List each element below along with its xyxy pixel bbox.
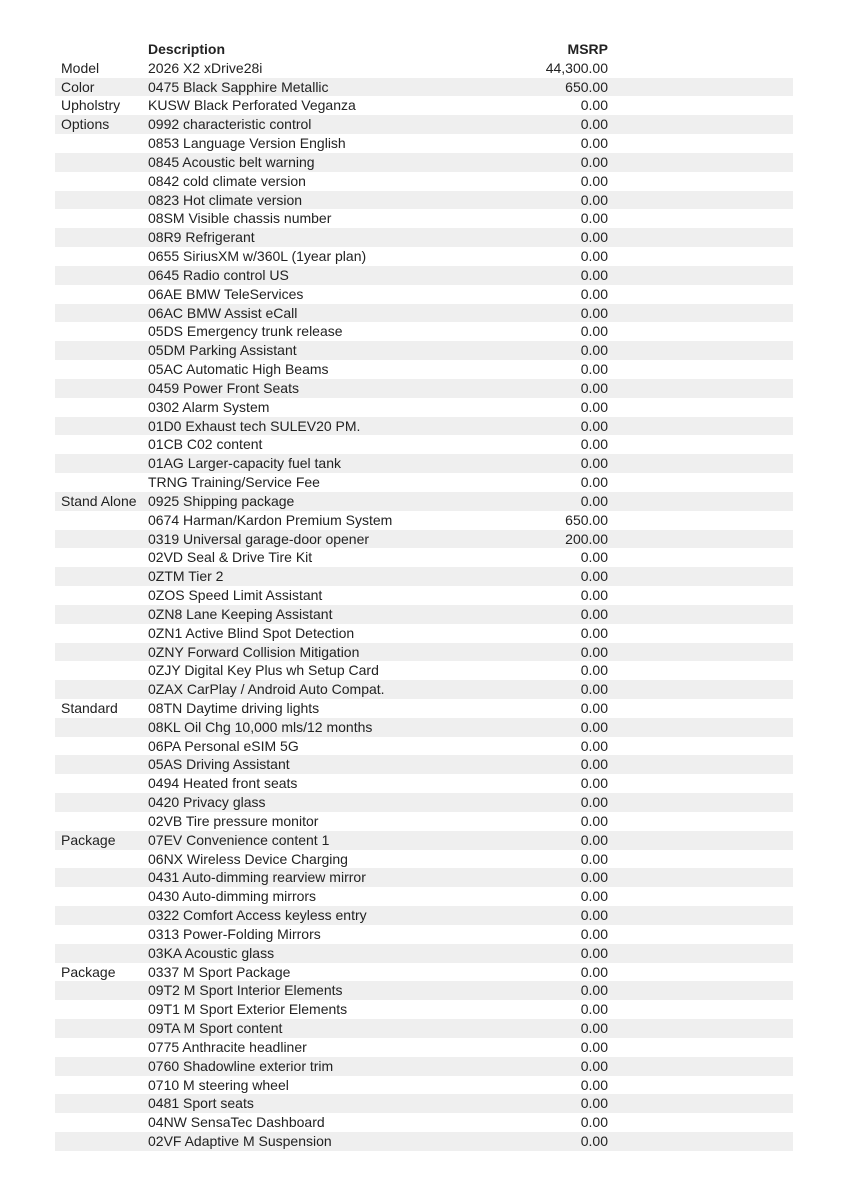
row-msrp: 0.00 xyxy=(580,361,608,378)
row-msrp: 0.00 xyxy=(580,850,608,867)
row-description: 01D0 Exhaust tech SULEV20 PM. xyxy=(148,417,361,434)
row-msrp: 0.00 xyxy=(580,1114,608,1131)
table-row xyxy=(55,454,793,473)
row-description: 0760 Shadowline exterior trim xyxy=(148,1057,334,1074)
table-row xyxy=(55,737,793,756)
table-row xyxy=(55,285,793,304)
row-msrp: 0.00 xyxy=(580,1020,608,1037)
row-msrp: 0.00 xyxy=(580,662,608,679)
row-description: 06AC BMW Assist eCall xyxy=(148,304,298,321)
row-description: 0655 SiriusXM w/360L (1year plan) xyxy=(148,248,367,265)
row-msrp: 0.00 xyxy=(580,323,608,340)
table-row xyxy=(55,925,793,944)
row-msrp: 0.00 xyxy=(580,568,608,585)
table-row xyxy=(55,1000,793,1019)
row-msrp: 0.00 xyxy=(580,1133,608,1150)
table-row xyxy=(55,887,793,906)
row-description: 08SM Visible chassis number xyxy=(148,210,332,227)
row-msrp: 0.00 xyxy=(580,737,608,754)
row-msrp: 0.00 xyxy=(580,304,608,321)
row-msrp: 0.00 xyxy=(580,266,608,283)
row-description: 0ZOS Speed Limit Assistant xyxy=(148,587,323,604)
row-description: 0ZAX CarPlay / Android Auto Compat. xyxy=(148,681,385,698)
row-msrp: 0.00 xyxy=(580,172,608,189)
row-description: 0420 Privacy glass xyxy=(148,794,266,811)
table-row xyxy=(55,586,793,605)
row-msrp: 0.00 xyxy=(580,210,608,227)
row-description: TRNG Training/Service Fee xyxy=(148,474,320,491)
row-description: 03KA Acoustic glass xyxy=(148,944,275,961)
table-row xyxy=(55,981,793,1000)
row-category-label: Color xyxy=(61,78,95,95)
row-description: 09T1 M Sport Exterior Elements xyxy=(148,1001,348,1018)
table-row xyxy=(55,548,793,567)
table-row xyxy=(55,963,793,982)
row-description: 0322 Comfort Access keyless entry xyxy=(148,907,367,924)
row-msrp: 0.00 xyxy=(580,982,608,999)
row-category-label: Stand Alone xyxy=(61,492,137,509)
table-row xyxy=(55,379,793,398)
table-row xyxy=(55,1094,793,1113)
row-description: 07EV Convenience content 1 xyxy=(148,831,330,848)
table-row xyxy=(55,774,793,793)
row-msrp: 0.00 xyxy=(580,605,608,622)
row-msrp: 0.00 xyxy=(580,756,608,773)
table-row xyxy=(55,1019,793,1038)
row-msrp: 0.00 xyxy=(580,944,608,961)
table-row xyxy=(55,435,793,454)
row-description: 02VF Adaptive M Suspension xyxy=(148,1133,332,1150)
row-msrp: 0.00 xyxy=(580,1095,608,1112)
row-description: 0925 Shipping package xyxy=(148,492,295,509)
row-msrp: 0.00 xyxy=(580,718,608,735)
row-msrp: 650.00 xyxy=(565,511,608,528)
table-row xyxy=(55,304,793,323)
row-msrp: 0.00 xyxy=(580,812,608,829)
table-row xyxy=(55,398,793,417)
table-row xyxy=(55,1038,793,1057)
row-msrp: 0.00 xyxy=(580,869,608,886)
table-row xyxy=(55,812,793,831)
row-msrp: 0.00 xyxy=(580,285,608,302)
table-row xyxy=(55,511,793,530)
row-msrp: 0.00 xyxy=(580,379,608,396)
row-description: 0ZN1 Active Blind Spot Detection xyxy=(148,624,355,641)
row-description: 0ZJY Digital Key Plus wh Setup Card xyxy=(148,662,379,679)
table-row xyxy=(55,247,793,266)
table-row xyxy=(55,850,793,869)
table-row xyxy=(55,906,793,925)
table-row xyxy=(55,209,793,228)
table-row xyxy=(55,266,793,285)
table-row xyxy=(55,96,793,115)
row-description: 0853 Language Version English xyxy=(148,135,346,152)
table-row xyxy=(55,605,793,624)
row-msrp: 0.00 xyxy=(580,1057,608,1074)
row-description: 0842 cold climate version xyxy=(148,172,306,189)
row-category-label: Model xyxy=(61,59,100,76)
table-row xyxy=(55,624,793,643)
row-description: 05AC Automatic High Beams xyxy=(148,361,329,378)
row-description: 04NW SensaTec Dashboard xyxy=(148,1114,325,1131)
row-description: 0494 Heated front seats xyxy=(148,775,298,792)
row-msrp: 0.00 xyxy=(580,681,608,698)
row-description: 08KL Oil Chg 10,000 mls/12 months xyxy=(148,718,373,735)
table-row xyxy=(55,59,793,78)
row-msrp: 0.00 xyxy=(580,1001,608,1018)
table-row xyxy=(55,341,793,360)
table-row xyxy=(55,322,793,341)
table-row xyxy=(55,661,793,680)
table-row xyxy=(55,1132,793,1151)
row-description: 0302 Alarm System xyxy=(148,398,270,415)
row-description: 05DM Parking Assistant xyxy=(148,342,297,359)
row-description: 0845 Acoustic belt warning xyxy=(148,153,315,170)
row-description: 0ZNY Forward Collision Mitigation xyxy=(148,643,360,660)
table-row xyxy=(55,115,793,134)
table-row xyxy=(55,78,793,97)
row-description: 0481 Sport seats xyxy=(148,1095,254,1112)
row-description: 0823 Hot climate version xyxy=(148,191,303,208)
row-msrp: 200.00 xyxy=(565,530,608,547)
table-row xyxy=(55,492,793,511)
row-category-label: Standard xyxy=(61,699,118,716)
row-category-label: Package xyxy=(61,831,116,848)
row-description: 06AE BMW TeleServices xyxy=(148,285,304,302)
row-description: 0313 Power-Folding Mirrors xyxy=(148,925,321,942)
table-row xyxy=(55,172,793,191)
row-description: 01CB C02 content xyxy=(148,436,263,453)
row-description: 05AS Driving Assistant xyxy=(148,756,290,773)
table-row xyxy=(55,1113,793,1132)
row-msrp: 0.00 xyxy=(580,229,608,246)
row-description: 06NX Wireless Device Charging xyxy=(148,850,348,867)
table-row xyxy=(55,360,793,379)
row-description: 0431 Auto-dimming rearview mirror xyxy=(148,869,366,886)
table-row xyxy=(55,680,793,699)
row-msrp: 0.00 xyxy=(580,342,608,359)
row-description: KUSW Black Perforated Veganza xyxy=(148,97,356,114)
row-description: 0992 characteristic control xyxy=(148,116,312,133)
table-row xyxy=(55,755,793,774)
row-description: 0319 Universal garage-door opener xyxy=(148,530,370,547)
row-description: 2026 X2 xDrive28i xyxy=(148,59,263,76)
row-description: 01AG Larger-capacity fuel tank xyxy=(148,455,341,472)
table-row xyxy=(55,793,793,812)
table-row xyxy=(55,530,793,549)
row-msrp: 0.00 xyxy=(580,699,608,716)
table-row xyxy=(55,1076,793,1095)
row-description: 0710 M steering wheel xyxy=(148,1076,289,1093)
row-description: 0645 Radio control US xyxy=(148,266,289,283)
header-description-label: Description xyxy=(148,41,226,57)
row-msrp: 0.00 xyxy=(580,794,608,811)
row-msrp: 0.00 xyxy=(580,135,608,152)
options-table-body xyxy=(55,59,793,1151)
table-row xyxy=(55,228,793,247)
row-msrp: 0.00 xyxy=(580,925,608,942)
table-row xyxy=(55,473,793,492)
row-description: 06PA Personal eSIM 5G xyxy=(148,737,299,754)
table-row xyxy=(55,944,793,963)
row-description: 09T2 M Sport Interior Elements xyxy=(148,982,343,999)
row-msrp: 0.00 xyxy=(580,474,608,491)
row-msrp: 0.00 xyxy=(580,417,608,434)
row-description: 0775 Anthracite headliner xyxy=(148,1038,307,1055)
row-msrp: 0.00 xyxy=(580,831,608,848)
row-description: 02VB Tire pressure monitor xyxy=(148,812,319,829)
row-msrp: 0.00 xyxy=(580,549,608,566)
row-msrp: 0.00 xyxy=(580,587,608,604)
row-msrp: 650.00 xyxy=(565,78,608,95)
table-row xyxy=(55,134,793,153)
table-row xyxy=(55,643,793,662)
row-description: 05DS Emergency trunk release xyxy=(148,323,343,340)
table-row xyxy=(55,699,793,718)
vehicle-options-sheet xyxy=(55,40,793,1151)
row-category-label: Package xyxy=(61,963,116,980)
row-description: 0459 Power Front Seats xyxy=(148,379,299,396)
table-header-row xyxy=(55,40,793,59)
row-msrp: 0.00 xyxy=(580,492,608,509)
row-description: 0674 Harman/Kardon Premium System xyxy=(148,511,393,528)
row-msrp: 0.00 xyxy=(580,1038,608,1055)
table-row xyxy=(55,417,793,436)
row-msrp: 0.00 xyxy=(580,624,608,641)
table-row xyxy=(55,153,793,172)
row-msrp: 0.00 xyxy=(580,116,608,133)
row-description: 02VD Seal & Drive Tire Kit xyxy=(148,549,313,566)
row-msrp: 0.00 xyxy=(580,97,608,114)
row-msrp: 0.00 xyxy=(580,1076,608,1093)
table-row xyxy=(55,1057,793,1076)
row-msrp: 0.00 xyxy=(580,963,608,980)
row-msrp: 0.00 xyxy=(580,888,608,905)
row-msrp: 0.00 xyxy=(580,191,608,208)
row-msrp: 0.00 xyxy=(580,398,608,415)
row-msrp: 0.00 xyxy=(580,643,608,660)
row-description: 0ZN8 Lane Keeping Assistant xyxy=(148,605,333,622)
row-msrp: 0.00 xyxy=(580,455,608,472)
row-msrp: 0.00 xyxy=(580,775,608,792)
row-msrp: 0.00 xyxy=(580,907,608,924)
row-msrp: 0.00 xyxy=(580,248,608,265)
table-row xyxy=(55,868,793,887)
row-msrp: 44,300.00 xyxy=(545,59,608,76)
row-description: 0337 M Sport Package xyxy=(148,963,291,980)
row-description: 0430 Auto-dimming mirrors xyxy=(148,888,317,905)
row-msrp: 0.00 xyxy=(580,436,608,453)
table-row xyxy=(55,718,793,737)
table-row xyxy=(55,191,793,210)
row-description: 0475 Black Sapphire Metallic xyxy=(148,78,329,95)
row-description: 08R9 Refrigerant xyxy=(148,229,255,246)
row-category-label: Upholstry xyxy=(61,97,121,114)
table-row xyxy=(55,567,793,586)
row-msrp: 0.00 xyxy=(580,153,608,170)
row-category-label: Options xyxy=(61,116,110,133)
table-row xyxy=(55,831,793,850)
header-msrp-label: MSRP xyxy=(567,41,608,57)
row-description: 08TN Daytime driving lights xyxy=(148,699,320,716)
row-description: 09TA M Sport content xyxy=(148,1020,283,1037)
row-description: 0ZTM Tier 2 xyxy=(148,568,224,585)
